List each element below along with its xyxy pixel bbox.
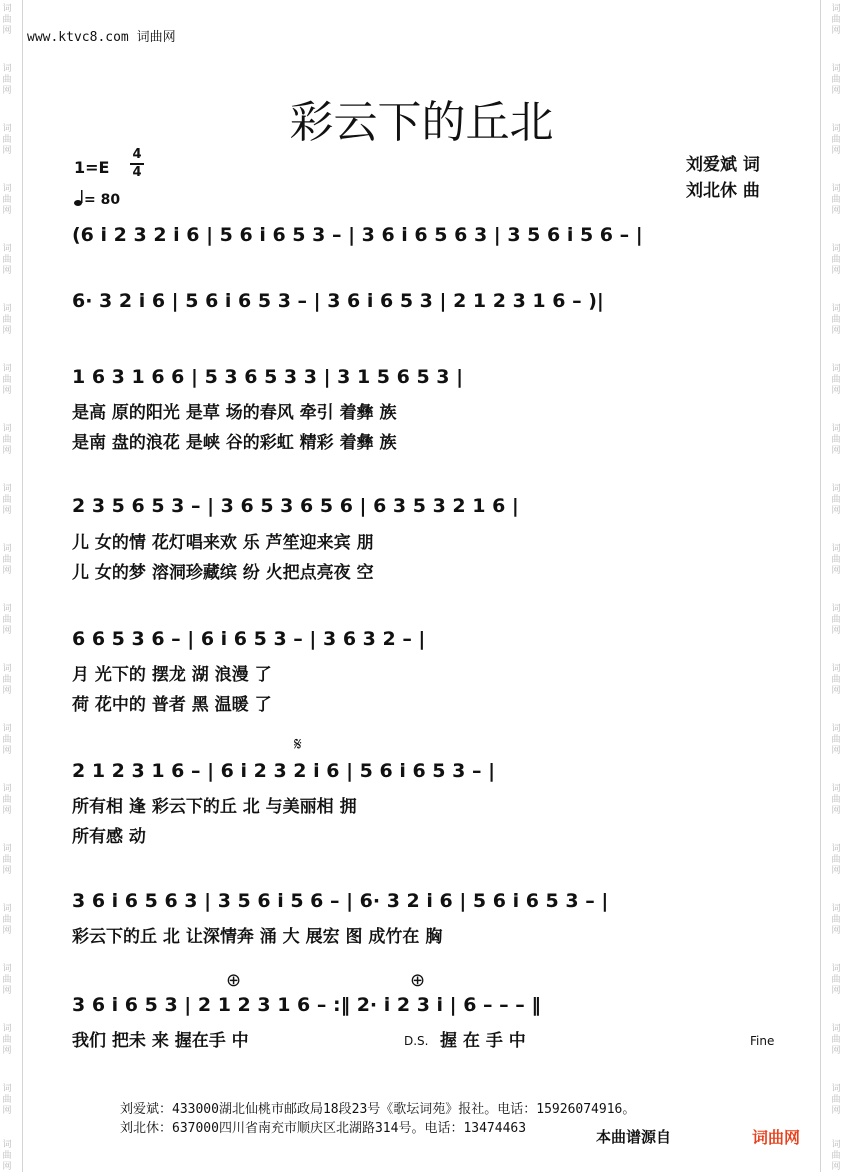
- watermark: 词曲网: [2, 1140, 12, 1172]
- watermark: 词曲网: [831, 784, 841, 816]
- song-title: 彩云下的丘北: [289, 97, 554, 148]
- lyrics-row-7-verse-1: 彩云下的丘 北 让深情奔 涌 大 展宏 图 成竹在 胸: [72, 927, 443, 947]
- lyrics-row-6-verse-2: 所有感 动: [72, 827, 146, 847]
- lyrics-row-4-verse-1: 儿 女的情 花灯唱来欢 乐 芦笙迎来宾 朋: [72, 533, 374, 553]
- lyricist-credit: 刘爱斌 词: [686, 155, 760, 175]
- watermark: 词曲网: [831, 424, 841, 456]
- watermark: 词曲网: [831, 484, 841, 516]
- watermark: 词曲网: [2, 604, 12, 636]
- composer-credit: 刘北休 曲: [686, 181, 760, 201]
- meter-bottom: 4: [132, 165, 142, 180]
- watermark: 词曲网: [831, 904, 841, 936]
- watermark: 词曲网: [2, 544, 12, 576]
- footer-contact-composer: 刘北休：637000四川省南充市顺庆区北湖路314号。电话：13474463: [120, 1121, 527, 1136]
- left-margin-line: [22, 0, 23, 1172]
- lyrics-row-5-verse-2: 荷 花中的 普者 黑 温暖 了: [72, 695, 272, 715]
- watermark: 词曲网: [831, 364, 841, 396]
- watermark: 词曲网: [2, 304, 12, 336]
- watermark: 词曲网: [831, 244, 841, 276]
- notes-row-4: 2 3 5 6 5 3 – | 3 6 5 3 6 5 6 | 6 3 5 3 2 1 6 |: [72, 495, 519, 517]
- segno-symbol: 𝄋: [294, 734, 302, 755]
- tempo-value: = 80: [84, 192, 121, 208]
- notes-row-2: 6· 3 2 i 6 | 5 6 i 6 5 3 – | 3 6 i 6 5 3 | 2 1 2 3 1 6 – )|: [72, 290, 604, 312]
- watermark: 词曲网: [2, 184, 12, 216]
- right-margin-line: [820, 0, 821, 1172]
- notes-row-3: 1 6 3 1 6 6 | 5 3 6 5 3 3 | 3 1 5 6 5 3 |: [72, 366, 464, 388]
- lyrics-row-3-verse-2: 是南 盘的浪花 是峡 谷的彩虹 精彩 着彝 族: [72, 433, 397, 453]
- watermark: 词曲网: [2, 424, 12, 456]
- watermark: 词曲网: [2, 364, 12, 396]
- watermark: 词曲网: [2, 124, 12, 156]
- watermark: 词曲网: [831, 844, 841, 876]
- notes-row-6: 2 1 2 3 1 6 – | 6 i 2 3 2 i 6 | 5 6 i 6 5 3 – |: [72, 760, 496, 782]
- watermark: 词曲网: [2, 904, 12, 936]
- watermark: 词曲网: [2, 784, 12, 816]
- watermark: 词曲网: [831, 664, 841, 696]
- watermark: 词曲网: [2, 664, 12, 696]
- brand-logo[interactable]: 词曲网: [752, 1128, 801, 1147]
- lyrics-row-5-verse-1: 月 光下的 摆龙 湖 浪漫 了: [72, 665, 272, 685]
- watermark: 词曲网: [831, 304, 841, 336]
- watermark: 词曲网: [831, 124, 841, 156]
- watermark: 词曲网: [2, 4, 12, 36]
- tempo-mark: [74, 190, 120, 208]
- key-signature: 1=E: [74, 158, 110, 177]
- watermark: 词曲网: [2, 724, 12, 756]
- site-url[interactable]: www.ktvc8.com 词曲网: [27, 30, 176, 45]
- watermark: 词曲网: [831, 1140, 841, 1172]
- watermark: 词曲网: [831, 604, 841, 636]
- watermark: 词曲网: [831, 64, 841, 96]
- notes-row-1: (6 i 2 3 2 i 6 | 5 6 i 6 5 3 – | 3 6 i 6 5 6 3 | 3 5 6 i 5 6 – |: [72, 224, 643, 246]
- right-watermark-column: [829, 0, 843, 1172]
- watermark: 词曲网: [831, 1084, 841, 1116]
- fine-mark: Fine: [750, 1034, 775, 1048]
- quarter-note-icon: [74, 190, 84, 204]
- coda-symbol: ⊕: [226, 970, 242, 991]
- watermark: 词曲网: [2, 484, 12, 516]
- watermark: 词曲网: [831, 724, 841, 756]
- watermark: 词曲网: [831, 964, 841, 996]
- lyrics-row-3-verse-1: 是高 原的阳光 是草 场的春风 牵引 着彝 族: [72, 403, 397, 423]
- watermark: 词曲网: [2, 844, 12, 876]
- watermark: 词曲网: [831, 184, 841, 216]
- ds-mark: D.S.: [404, 1034, 429, 1048]
- watermark: 词曲网: [2, 244, 12, 276]
- time-signature: [130, 148, 144, 180]
- watermark: 词曲网: [831, 4, 841, 36]
- source-label: 本曲谱源自: [596, 1128, 672, 1146]
- meter-top: 4: [132, 147, 142, 162]
- watermark: 词曲网: [831, 544, 841, 576]
- watermark: 词曲网: [2, 64, 12, 96]
- lyrics-row-8-verse-2: 握 在 手 中: [440, 1031, 526, 1051]
- coda-symbol: ⊕: [410, 970, 426, 991]
- footer-contact-lyricist: 刘爱斌：433000湖北仙桃市邮政局18段23号《歌坛词苑》报社。电话：15926074916。: [120, 1102, 636, 1117]
- lyrics-row-6-verse-1: 所有相 逢 彩云下的丘 北 与美丽相 拥: [72, 797, 357, 817]
- notes-row-5: 6 6 5 3 6 – | 6 i 6 5 3 – | 3 6 3 2 – |: [72, 628, 426, 650]
- watermark: 词曲网: [831, 1024, 841, 1056]
- notes-row-8: 3 6 i 6 5 3 | 2 1 2 3 1 6 – :‖ 2· i 2 3 i | 6 – – – ‖: [72, 994, 541, 1016]
- lyrics-row-4-verse-2: 儿 女的梦 溶洞珍藏缤 纷 火把点亮夜 空: [72, 563, 374, 583]
- lyrics-row-8-verse-1: 我们 把未 来 握在手 中: [72, 1031, 249, 1051]
- watermark: 词曲网: [2, 1084, 12, 1116]
- left-watermark-column: [0, 0, 14, 1172]
- watermark: 词曲网: [2, 1024, 12, 1056]
- watermark: 词曲网: [2, 964, 12, 996]
- notes-row-7: 3 6 i 6 5 6 3 | 3 5 6 i 5 6 – | 6· 3 2 i 6 | 5 6 i 6 5 3 – |: [72, 890, 609, 912]
